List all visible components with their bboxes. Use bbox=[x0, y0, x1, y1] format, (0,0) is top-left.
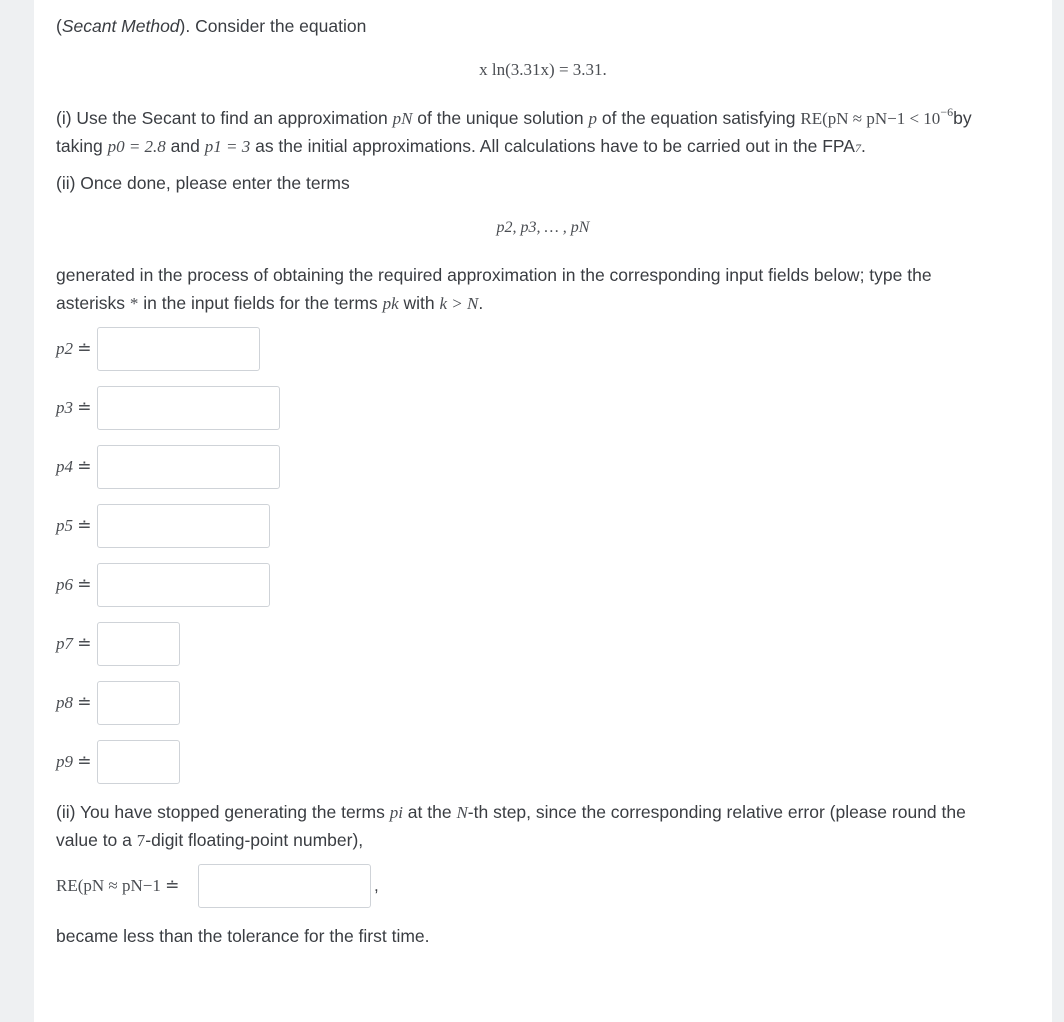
math-pN: pN bbox=[392, 109, 413, 128]
label-p3: p3 ≐ bbox=[56, 398, 92, 417]
final-line: became less than the tolerance for the first time. bbox=[56, 926, 430, 946]
input-p4[interactable] bbox=[97, 445, 280, 489]
math-pi: pi bbox=[389, 803, 403, 822]
input-p9[interactable] bbox=[97, 740, 180, 784]
part2-text-a: asterisks bbox=[56, 293, 130, 313]
part1-text-d: by bbox=[953, 108, 972, 128]
label-p5: p5 ≐ bbox=[56, 516, 92, 535]
part1-text-c: of the equation satisfying bbox=[597, 108, 801, 128]
input-p7[interactable] bbox=[97, 622, 180, 666]
part3-text-c: -th step, since the corresponding relative error (please round the bbox=[467, 802, 966, 822]
part1-text-a: (i) Use the Secant to find an approximation bbox=[56, 108, 393, 128]
label-p7: p7 ≐ bbox=[56, 634, 92, 653]
math-lt: < 10 bbox=[905, 109, 941, 128]
part2-text-b: in the input fields for the terms bbox=[138, 293, 383, 313]
input-p3[interactable] bbox=[97, 386, 280, 430]
math-p0: p0 = 2.8 bbox=[107, 137, 166, 156]
part3-text-a: (ii) You have stopped generating the terms bbox=[56, 802, 390, 822]
question-card bbox=[34, 0, 1052, 1022]
part1-line1 bbox=[56, 104, 972, 134]
part2-line2 bbox=[56, 289, 483, 318]
input-p6[interactable] bbox=[97, 563, 270, 607]
part3-line2a: value to a bbox=[56, 830, 137, 850]
terms-list: p2, p3, … , pN bbox=[496, 219, 590, 236]
part2-text-c: with bbox=[398, 293, 440, 313]
part3-line2b: -digit floating-point number), bbox=[145, 830, 364, 850]
part3-line2 bbox=[56, 826, 363, 855]
part2-line1: generated in the process of obtaining the required approximation in the corresponding input fields below; type the bbox=[56, 265, 932, 285]
math-exponent: −6 bbox=[940, 105, 954, 119]
part1-text-b: of the unique solution bbox=[412, 108, 589, 128]
part1-line2a: taking bbox=[56, 136, 108, 156]
part1-line2b: as the initial approximations. All calculations have to be carried out in the FPA bbox=[250, 136, 855, 156]
math-asterisk: * bbox=[129, 294, 139, 313]
input-p5[interactable] bbox=[97, 504, 270, 548]
label-p8: p8 ≐ bbox=[56, 693, 92, 712]
part1-and: and bbox=[165, 136, 205, 156]
part1-line2 bbox=[56, 132, 866, 162]
input-p8[interactable] bbox=[97, 681, 180, 725]
input-p2[interactable] bbox=[97, 327, 260, 371]
part1-end: . bbox=[860, 136, 866, 156]
label-p4: p4 ≐ bbox=[56, 457, 92, 476]
intro-line: (Secant Method). Consider the equation bbox=[56, 16, 367, 36]
label-p2: p2 ≐ bbox=[56, 339, 92, 358]
part2-intro: (ii) Once done, please enter the terms bbox=[56, 173, 350, 193]
math-N: N bbox=[456, 803, 468, 822]
math-re: RE(pN ≈ pN−1 bbox=[800, 109, 906, 128]
part3-text-b: at the bbox=[402, 802, 457, 822]
label-p9: p9 ≐ bbox=[56, 752, 92, 771]
math-digits: 7 bbox=[136, 831, 146, 850]
method-name: Secant Method bbox=[61, 16, 180, 36]
math-p1: p1 = 3 bbox=[204, 137, 251, 156]
re-comma: , bbox=[374, 876, 379, 895]
math-p: p bbox=[588, 109, 598, 128]
math-pk: pk bbox=[382, 294, 399, 313]
equation: x ln(3.31x) = 3.31. bbox=[479, 60, 607, 79]
fpa-subscript: 7 bbox=[854, 141, 861, 155]
math-condition: k > N bbox=[439, 294, 479, 313]
label-p6: p6 ≐ bbox=[56, 575, 92, 594]
input-relative-error[interactable] bbox=[198, 864, 371, 908]
label-re: RE(pN ≈ pN−1 ≐ bbox=[56, 876, 180, 895]
part2-text-d: . bbox=[478, 293, 484, 313]
intro-text: . Consider the equation bbox=[185, 16, 367, 36]
part3-line1 bbox=[56, 798, 966, 827]
